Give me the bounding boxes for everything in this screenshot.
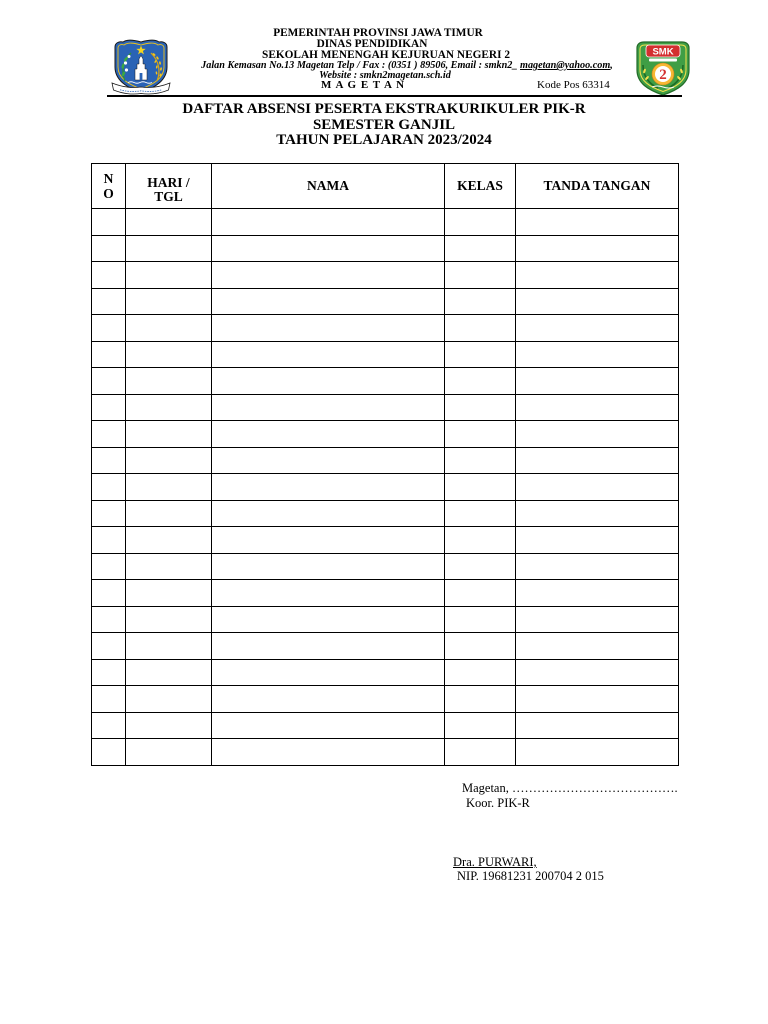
cell-date — [126, 394, 212, 421]
cell-date — [126, 553, 212, 580]
smk-negeri-2-logo — [632, 40, 694, 96]
cell-name — [212, 739, 445, 766]
cell-class — [445, 341, 516, 368]
letterhead-postal-code: Kode Pos 63314 — [537, 79, 610, 91]
cell-class — [445, 606, 516, 633]
attendance-row — [92, 527, 679, 554]
cell-signature — [516, 686, 679, 713]
cell-date — [126, 474, 212, 501]
cell-date — [126, 500, 212, 527]
cell-name — [212, 500, 445, 527]
column-header-signature: TANDA TANGAN — [516, 164, 679, 209]
attendance-row — [92, 209, 679, 236]
signature-name: Dra. PURWARI, — [453, 855, 537, 869]
cell-date — [126, 447, 212, 474]
cell-signature — [516, 500, 679, 527]
cell-no — [92, 580, 126, 607]
cell-class — [445, 447, 516, 474]
attendance-row — [92, 421, 679, 448]
table-header-row — [92, 164, 679, 209]
cell-date — [126, 686, 212, 713]
cell-date — [126, 235, 212, 262]
cell-no — [92, 474, 126, 501]
cell-name — [212, 447, 445, 474]
cell-no — [92, 633, 126, 660]
attendance-row — [92, 553, 679, 580]
cell-name — [212, 712, 445, 739]
cell-name — [212, 341, 445, 368]
cell-signature — [516, 421, 679, 448]
cell-name — [212, 633, 445, 660]
cell-name — [212, 262, 445, 289]
cell-date — [126, 580, 212, 607]
cell-class — [445, 580, 516, 607]
attendance-row — [92, 341, 679, 368]
cell-name — [212, 474, 445, 501]
email-text: magetan@yahoo.com — [520, 60, 611, 71]
cell-class — [445, 315, 516, 342]
cell-signature — [516, 553, 679, 580]
cell-no — [92, 659, 126, 686]
column-header-no — [92, 164, 126, 209]
attendance-row — [92, 262, 679, 289]
cell-signature — [516, 580, 679, 607]
cell-signature — [516, 368, 679, 395]
cell-class — [445, 527, 516, 554]
cell-class — [445, 553, 516, 580]
letterhead-government: PEMERINTAH PROVINSI JAWA TIMUR — [273, 27, 483, 39]
cell-no — [92, 235, 126, 262]
title-line-2: SEMESTER GANJIL — [312, 116, 456, 133]
cell-class — [445, 474, 516, 501]
cell-no — [92, 368, 126, 395]
cell-name — [212, 659, 445, 686]
attendance-row — [92, 712, 679, 739]
cell-no — [92, 686, 126, 713]
attendance-row — [92, 500, 679, 527]
cell-no — [92, 288, 126, 315]
cell-signature — [516, 659, 679, 686]
cell-class — [445, 368, 516, 395]
column-label-no: NO — [103, 170, 114, 201]
attendance-row — [92, 288, 679, 315]
cell-date — [126, 315, 212, 342]
cell-no — [92, 500, 126, 527]
letterhead-school: SEKOLAH MENENGAH KEJURUAN NEGERI 2 — [262, 49, 510, 61]
cell-no — [92, 421, 126, 448]
cell-date — [126, 712, 212, 739]
cell-no — [92, 447, 126, 474]
cell-date — [126, 659, 212, 686]
cell-class — [445, 659, 516, 686]
signature-place-date: Magetan, …………………………………. — [462, 781, 678, 795]
cell-class — [445, 712, 516, 739]
cell-class — [445, 209, 516, 236]
cell-date — [126, 288, 212, 315]
attendance-row — [92, 659, 679, 686]
cell-class — [445, 262, 516, 289]
signature-nip: NIP. 19681231 200704 2 015 — [457, 869, 604, 883]
letterhead-department: DINAS PENDIDIKAN — [316, 38, 428, 50]
signature-role: Koor. PIK-R — [466, 796, 530, 810]
attendance-row — [92, 686, 679, 713]
cell-signature — [516, 235, 679, 262]
attendance-row — [92, 633, 679, 660]
cell-signature — [516, 474, 679, 501]
cell-name — [212, 421, 445, 448]
cell-signature — [516, 315, 679, 342]
cell-signature — [516, 341, 679, 368]
cell-signature — [516, 633, 679, 660]
cell-class — [445, 686, 516, 713]
cell-class — [445, 500, 516, 527]
cell-signature — [516, 606, 679, 633]
document-title — [84, 102, 684, 149]
cell-name — [212, 686, 445, 713]
cell-name — [212, 606, 445, 633]
cell-date — [126, 341, 212, 368]
cell-class — [445, 235, 516, 262]
cell-signature — [516, 739, 679, 766]
attendance-row — [92, 394, 679, 421]
cell-name — [212, 580, 445, 607]
letterhead-city: M A G E T A N — [320, 79, 406, 91]
address-text: Jalan Kemasan No.13 Magetan Telp / Fax : (0351 ) 89506, Email : smkn2_ — [201, 60, 521, 71]
cell-class — [445, 421, 516, 448]
cell-date — [126, 209, 212, 236]
attendance-rows — [92, 209, 679, 766]
cell-no — [92, 341, 126, 368]
cell-date — [126, 262, 212, 289]
cell-signature — [516, 394, 679, 421]
cell-no — [92, 209, 126, 236]
letterhead-website: Website : smkn2magetan.sch.id — [319, 70, 451, 81]
cell-date — [126, 368, 212, 395]
logo-number-text: 2 — [659, 67, 667, 84]
column-header-class: KELAS — [445, 164, 516, 209]
cell-no — [92, 606, 126, 633]
cell-date — [126, 421, 212, 448]
cell-no — [92, 712, 126, 739]
cell-date — [126, 739, 212, 766]
title-line-3: TAHUN PELAJARAN 2023/2024 — [276, 132, 492, 148]
cell-date — [126, 633, 212, 660]
cell-name — [212, 288, 445, 315]
cell-no — [92, 527, 126, 554]
cell-signature — [516, 447, 679, 474]
cell-signature — [516, 712, 679, 739]
letterhead-divider — [107, 95, 682, 97]
east-java-emblem-logo — [110, 38, 172, 96]
cell-name — [212, 553, 445, 580]
cell-no — [92, 394, 126, 421]
cell-class — [445, 288, 516, 315]
cell-name — [212, 315, 445, 342]
cell-name — [212, 368, 445, 395]
cell-date — [126, 606, 212, 633]
attendance-row — [92, 580, 679, 607]
cell-signature — [516, 527, 679, 554]
column-header-name: NAMA — [212, 164, 445, 209]
title-line-1: DAFTAR ABSENSI PESERTA EKSTRAKURIKULER PIK-R — [182, 101, 586, 117]
attendance-row — [92, 368, 679, 395]
cell-class — [445, 394, 516, 421]
cell-signature — [516, 209, 679, 236]
attendance-row — [92, 235, 679, 262]
emblem-gate-door — [140, 73, 143, 80]
attendance-row — [92, 447, 679, 474]
attendance-table — [91, 163, 679, 766]
attendance-row — [92, 739, 679, 766]
cell-no — [92, 553, 126, 580]
cell-name — [212, 209, 445, 236]
cell-name — [212, 527, 445, 554]
school-band — [649, 59, 677, 62]
cell-no — [92, 315, 126, 342]
cell-name — [212, 394, 445, 421]
cell-name — [212, 235, 445, 262]
cell-no — [92, 739, 126, 766]
attendance-row — [92, 474, 679, 501]
attendance-row — [92, 315, 679, 342]
cell-signature — [516, 288, 679, 315]
logo-smk-text: SMK — [652, 46, 674, 58]
address-end: , — [610, 60, 613, 71]
cell-signature — [516, 262, 679, 289]
cell-no — [92, 262, 126, 289]
cell-class — [445, 633, 516, 660]
column-header-date — [126, 164, 212, 209]
column-label-date: HARI / TGL — [147, 174, 190, 204]
cell-class — [445, 739, 516, 766]
cell-date — [126, 527, 212, 554]
attendance-row — [92, 606, 679, 633]
